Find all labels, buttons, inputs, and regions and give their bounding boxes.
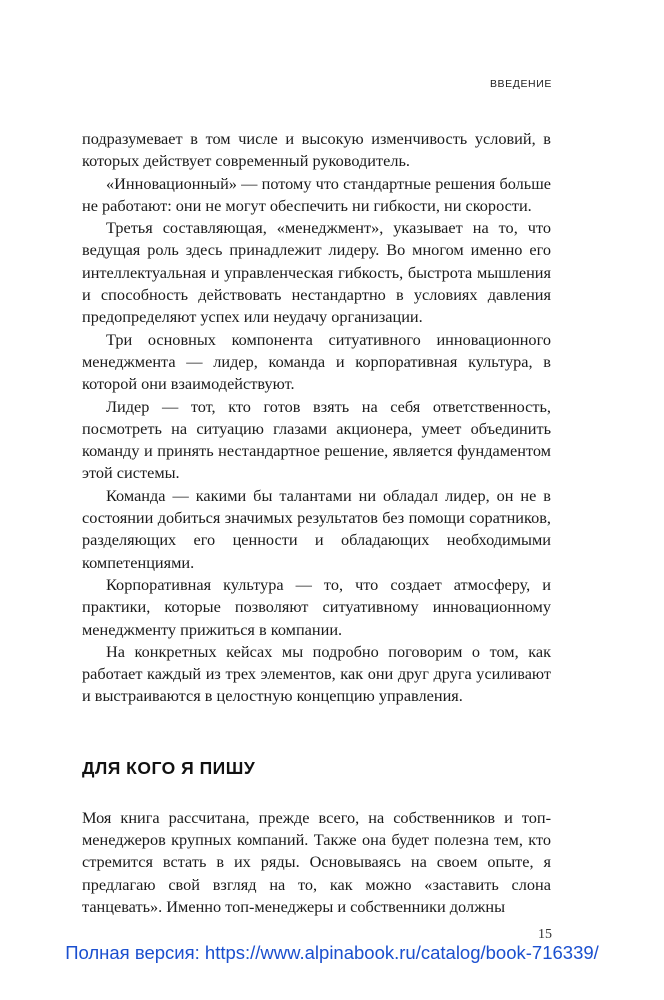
paragraph: Корпоративная культура — то, что создает атмосферу, и практики, которые позволяют ситуативному инновационному менеджменту прижиться в компании.	[82, 574, 551, 639]
main-text	[82, 128, 551, 918]
paragraph: На конкретных кейсах мы подробно поговорим о том, как работает каждый из трех элементов, как они друг друга усиливают и выстраиваются в целостную концепцию управления.	[82, 641, 551, 706]
paragraph: «Инновационный» — потому что стандартные решения больше не работают: они не могут обеспечить ни гибкости, ни скорости.	[82, 173, 551, 215]
paragraph: Лидер — тот, кто готов взять на себя ответственность, посмотреть на ситуацию глазами акционера, умеет объединить команду и принять нестандартное решение, является фундаментом этой системы.	[82, 396, 551, 483]
paragraph: Третья составляющая, «менеджмент», указывает на то, что ведущая роль здесь принадлежит лидеру. Во многом именно его интеллектуальная и управленческая гибкость, быстрота мышления и способность действовать нестандартно в условиях давления предопределяют успех или неудачу организации.	[82, 218, 551, 327]
section-heading: ДЛЯ КОГО Я ПИШУ	[82, 757, 256, 778]
full-version-link[interactable]: Полная версия: https://www.alpinabook.ru/catalog/book-716339/	[65, 942, 599, 963]
paragraph: подразумевает в том числе и высокую изменчивость условий, в которых действует современный руководитель.	[82, 129, 551, 171]
section-paragraph: Моя книга рассчитана, прежде всего, на собственников и топ-менеджеров крупных компаний. Также она будет полезна тем, кто стремится встать в их ряды. Основываясь на своем опыте, я предлагаю свой взгляд на то, как можно «заставить слона танцевать». Именно топ-менеджеры и собственники должны	[82, 807, 551, 916]
page-number: 15	[538, 927, 552, 942]
running-head: ВВЕДЕНИЕ	[489, 78, 552, 90]
paragraph: Команда — какими бы талантами ни обладал лидер, он не в состоянии добиться значимых результатов без помощи соратников, разделяющих его ценности и обладающих необходимыми компетенциями.	[82, 485, 551, 572]
paragraph: Три основных компонента ситуативного инновационного менеджмента — лидер, команда и корпоративная культура, в которой они взаимодействуют.	[82, 329, 551, 394]
